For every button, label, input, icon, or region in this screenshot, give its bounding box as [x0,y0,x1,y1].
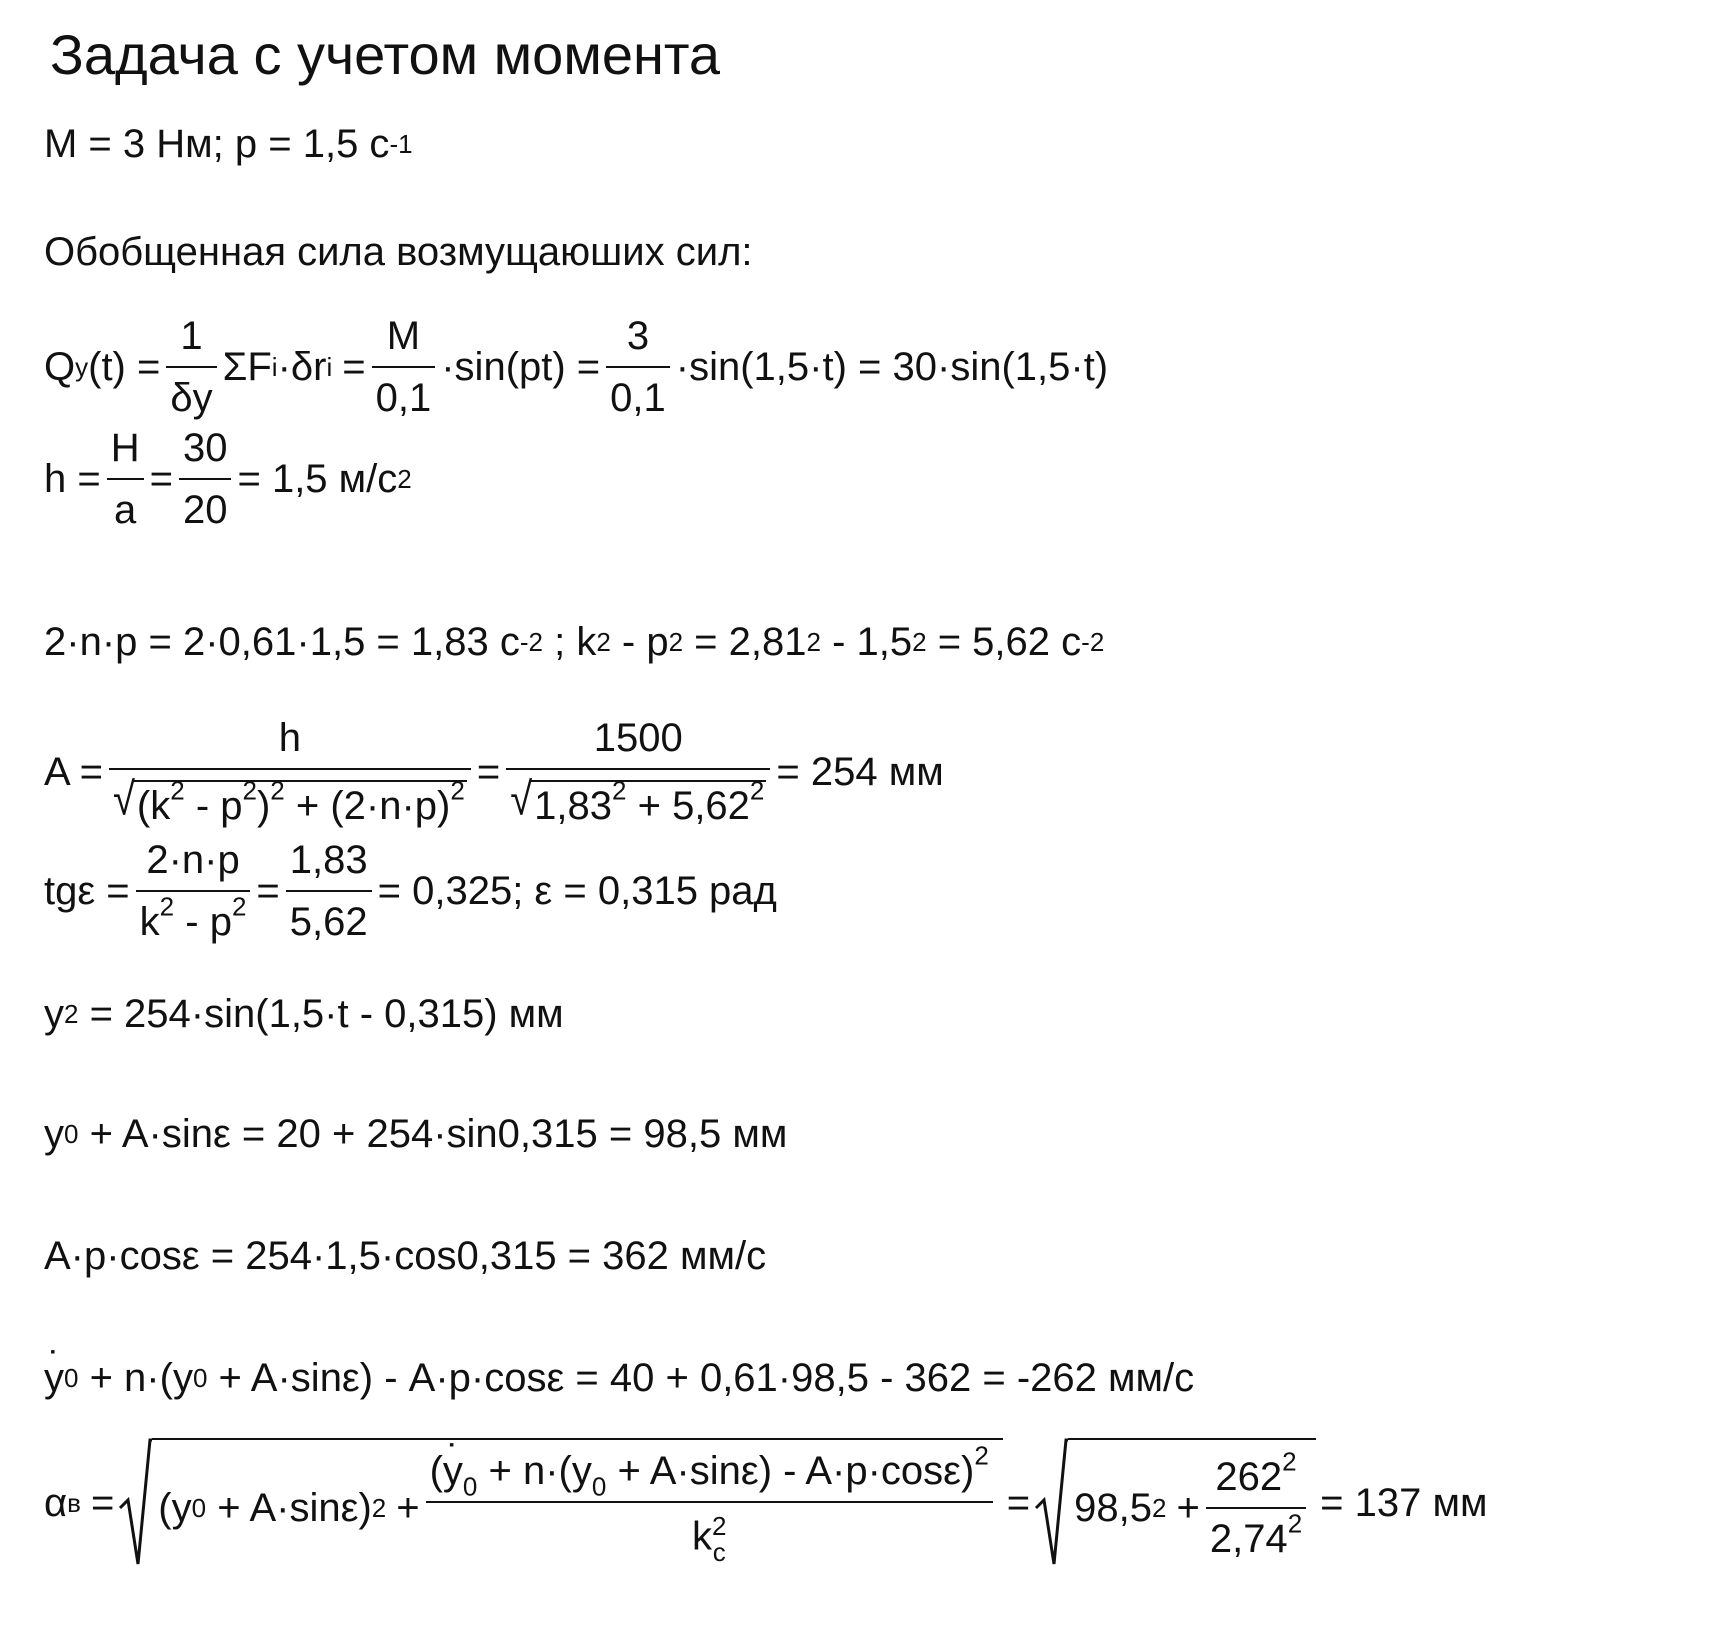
y0-lhs: y [44,1112,64,1156]
np-p4: = 2,81 [683,620,807,664]
alpha-frac-1: (˙ $y_0 + n\cdot(y_0 + A\cdot\sin\varepsilon) - A\cdot p\cdot\cos\varepsilon)^2$ k 2 c [426,1451,993,1565]
tg-lhs: tgε = [44,869,130,913]
q-frac-3: $\frac{3}{0,1}$ [606,316,670,418]
alpha-equation: α в = (y 0 + A·sinε) 2 + (˙ $y_0 + n\cdot(y_0 + A\cdot\sin\varepsilon) - A\cdot p\cdot\cos\varepsilon)^2$ k 2 c = 98,5 2 + $\frac{262^2}{2,74^2}$ = 137 мм [44,1438,1487,1568]
q-dr: ·δr [277,345,327,389]
alpha-sqrt-2: 98,5 2 + $\frac{262^2}{2,74^2}$ [1034,1438,1316,1568]
ydot-a: + n·(y [78,1356,193,1400]
h-rest: = 1,5 м/с [237,457,398,501]
y0-equation: y 0 + A·sinε = 20 + 254·sin0,315 = 98,5 мм [44,1112,788,1156]
generalized-force-label: Обобщенная сила возмущаюших сил: [44,230,753,274]
q-frac-2: $\frac{M}{0,1}$ [372,316,436,418]
q-sin: ·sin(pt) = [441,345,601,389]
np-p1: 2·n·p = 2·0,61·1,5 = 1,83 c [44,620,520,664]
y2-lhs: y [44,992,64,1036]
alpha-frac-2: $\frac{262^2}{2,74^2}$ [1206,1457,1306,1559]
a-eq: = [476,750,501,794]
tg-rest: = 0,325; ε = 0,315 рад [377,869,777,913]
y0-rest: + A·sinε = 20 + 254·sin0,315 = 98,5 мм [78,1112,788,1156]
np-p3: - p [610,620,669,664]
q-rest: ·sin(1,5·t) = 30·sin(1,5·t) [675,345,1109,389]
ydot-equation: ˙ y 0 + n·(y 0 + A·sinε) - A·p·cosε = 40 + 0,61·98,5 - 362 = -262 мм/с [44,1358,1194,1398]
h-frac-2: $\frac{30}{20}$ [179,428,232,530]
tg-frac-1: $\frac{2\cdot n\cdot p}{k^2 - p^2}$ [136,840,251,942]
q-equation: Q y (t) = $\frac{1}{\delta y}$ ΣF i ·δr i = $\frac{M}{0,1}$ ·sin(pt) = $\frac{3}{0,1}$ ·sin(1,5·t) = 30·sin(1,5·t) [44,314,1109,420]
q-lhs-tail: (t) = [88,345,161,389]
given-text: M = 3 Нм; p = 1,5 с [44,122,390,166]
a-frac-2: 1500 √ $1,83^2 + 5,62^2$ [506,718,770,826]
np-p2: ; k [542,620,597,664]
ydot-rest: + A·sinε) - A·p·cosε = 40 + 0,61·98,5 - 362 = -262 мм/с [207,1356,1195,1400]
q-lhs: Q [44,345,76,389]
q-sum: ΣF [222,345,272,389]
np-p6: = 5,62 c [926,620,1082,664]
page-title: Задача с учетом момента [50,23,721,86]
a-lhs: A = [44,750,103,794]
radical-icon [118,1438,152,1568]
h-eq: = [149,457,173,501]
h-frac-1: $\frac{H}{a}$ [107,428,144,530]
tg-equation [44,840,777,942]
np-p5: - 1,5 [820,620,913,664]
a-equation [44,718,944,826]
q-eq: = [342,345,366,389]
alpha-rest: = 137 мм [1320,1481,1488,1525]
a-frac-1: h √ $(k^2 - p^2)^2 + (2\cdot n\cdot p)^2$ [109,718,471,826]
np-equation: 2·n·p = 2·0,61·1,5 = 1,83 c -2 ; k 2 - p 2 = 2,81 2 - 1,5 2 = 5,62 c -2 [44,620,1105,664]
tg-eq: = [256,869,280,913]
alpha-lhs: α [44,1481,68,1525]
apcos-equation: A·p·cosε = 254·1,5·cos0,315 = 362 мм/с [44,1234,767,1278]
y2-equation: y 2 = 254·sin(1,5·t - 0,315) мм [44,992,564,1036]
a-rest: = 254 мм [776,750,944,794]
h-equation: h = $\frac{H}{a}$ = $\frac{30}{20}$ = 1,5 м/с 2 [44,426,412,532]
q-frac-1: $\frac{1}{\delta y}$ [166,316,216,418]
radical-icon [1034,1438,1068,1568]
alpha-eq2: = [1006,1481,1031,1525]
y2-rest: = 254·sin(1,5·t - 0,315) мм [78,992,564,1036]
ydot-y: ˙ y [44,1358,64,1398]
alpha-sqrt-1: (y 0 + A·sinε) 2 + (˙ $y_0 + n\cdot(y_0 + A\cdot\sin\varepsilon) - A\cdot p\cdot\cos\varepsilon)^2$ k 2 c [118,1438,1002,1568]
given-line: M = 3 Нм; p = 1,5 с -1 [44,122,413,166]
alpha-eq1: = [90,1481,115,1525]
h-lhs: h = [44,457,101,501]
tg-frac-2: $\frac{1,83}{5,62}$ [286,840,372,942]
